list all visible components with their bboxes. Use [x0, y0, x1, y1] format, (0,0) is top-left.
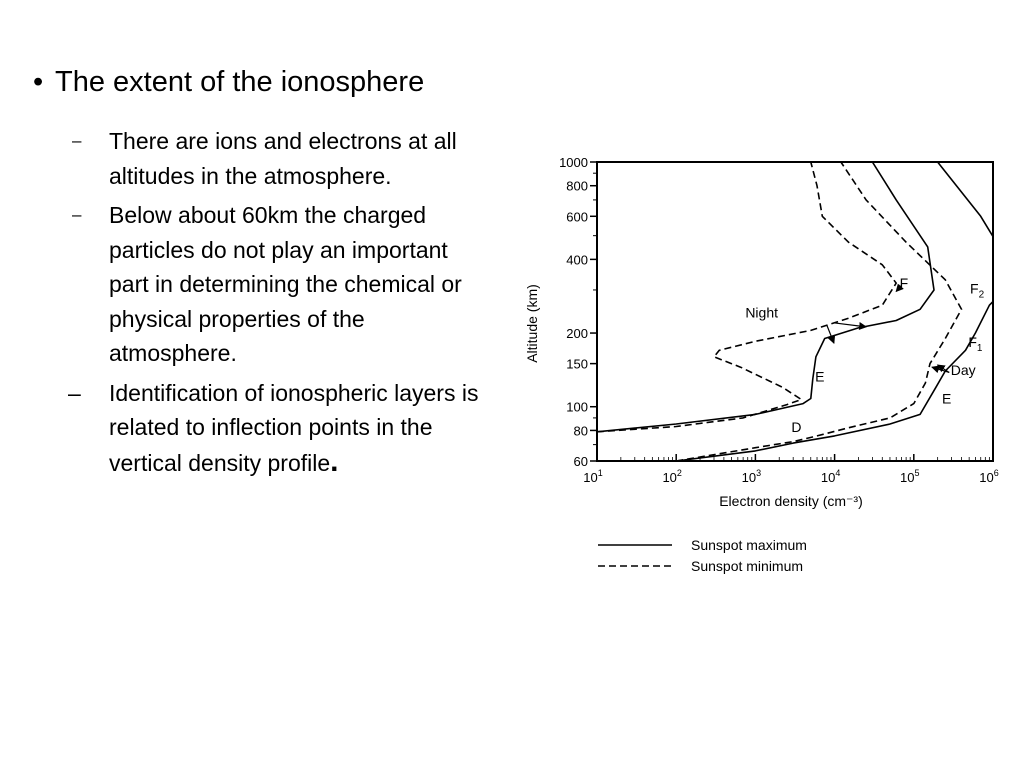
legend-label: Sunspot maximum — [691, 537, 807, 553]
x-tick-exponent: 1 — [597, 468, 603, 478]
bullet-text: Below about 60km the charged particles do not play an important part in determining the chemical or physical properties of the atmosphere. — [109, 202, 462, 366]
bullet-item — [68, 198, 488, 371]
title-bullet: • — [33, 66, 44, 98]
bullet-text: Identification of ionospheric layers is related to inflection points in the vertical density profile — [109, 379, 479, 476]
x-tick-label: $10^2$ — [662, 468, 682, 485]
x-tick-exponent: 6 — [993, 468, 999, 478]
x-tick-label: $10^1$ — [583, 468, 603, 485]
bullet-item — [68, 124, 488, 193]
y-tick-label: 1000 — [559, 155, 588, 170]
y-tick-label: 200 — [566, 326, 588, 342]
y-tick-label: 100 — [566, 399, 588, 415]
x-tick-label: $10^5$ — [900, 468, 920, 485]
x-tick-label: $10^6$ — [979, 468, 999, 485]
sunspot-minimum-curve — [676, 162, 961, 461]
annotation-label: F — [899, 275, 909, 292]
annotation-label: $F_1$ — [968, 334, 983, 355]
annotation-arrow — [827, 325, 834, 343]
bullet-text: There are ions and electrons at all altitudes in the atmosphere. — [109, 128, 457, 189]
x-tick-exponent: 5 — [914, 468, 920, 478]
annotation-label: Day — [950, 361, 976, 378]
plot-frame — [597, 162, 993, 461]
y-tick-label: 60 — [573, 454, 588, 469]
dash-marker: – — [72, 131, 82, 150]
bullet-item — [68, 376, 488, 481]
x-tick-label: $10^4$ — [820, 468, 841, 485]
annotation-arrow — [835, 323, 867, 327]
y-tick-label: 150 — [566, 356, 588, 372]
sunspot-maximum-curve — [676, 162, 1011, 461]
x-tick-label: $10^3$ — [741, 468, 762, 485]
y-tick-label: 80 — [573, 423, 588, 439]
x-tick-exponent: 2 — [676, 468, 682, 478]
ionosphere-chart — [510, 150, 999, 580]
bullet-list — [68, 124, 488, 485]
title-text: The extent of the ionosphere — [55, 66, 425, 98]
legend-label: Sunspot minimum — [691, 558, 804, 574]
dash-marker: – — [68, 379, 81, 406]
y-tick-label: 600 — [566, 209, 588, 225]
x-tick-exponent: 4 — [835, 468, 841, 478]
annotation-subscript: 1 — [976, 343, 983, 355]
annotation-label: E — [815, 368, 825, 385]
sunspot-minimum-curve — [597, 162, 896, 432]
x-axis-label: Electron density (cm⁻³) — [719, 493, 863, 509]
slide-title — [33, 62, 424, 102]
annotation-label: E — [941, 390, 952, 407]
bullet-period: . — [330, 444, 339, 478]
annotation-subscript: 2 — [978, 289, 985, 301]
y-tick-label: 800 — [566, 178, 588, 194]
annotation-label: Night — [745, 304, 779, 321]
annotation-label: $F_2$ — [970, 280, 985, 301]
y-axis-label: Altitude (km) — [524, 284, 540, 363]
sunspot-maximum-curve — [597, 162, 934, 432]
x-tick-exponent: 3 — [756, 468, 762, 478]
annotation-label: D — [791, 418, 802, 435]
y-tick-label: 400 — [566, 252, 588, 268]
dash-marker: – — [72, 205, 82, 224]
